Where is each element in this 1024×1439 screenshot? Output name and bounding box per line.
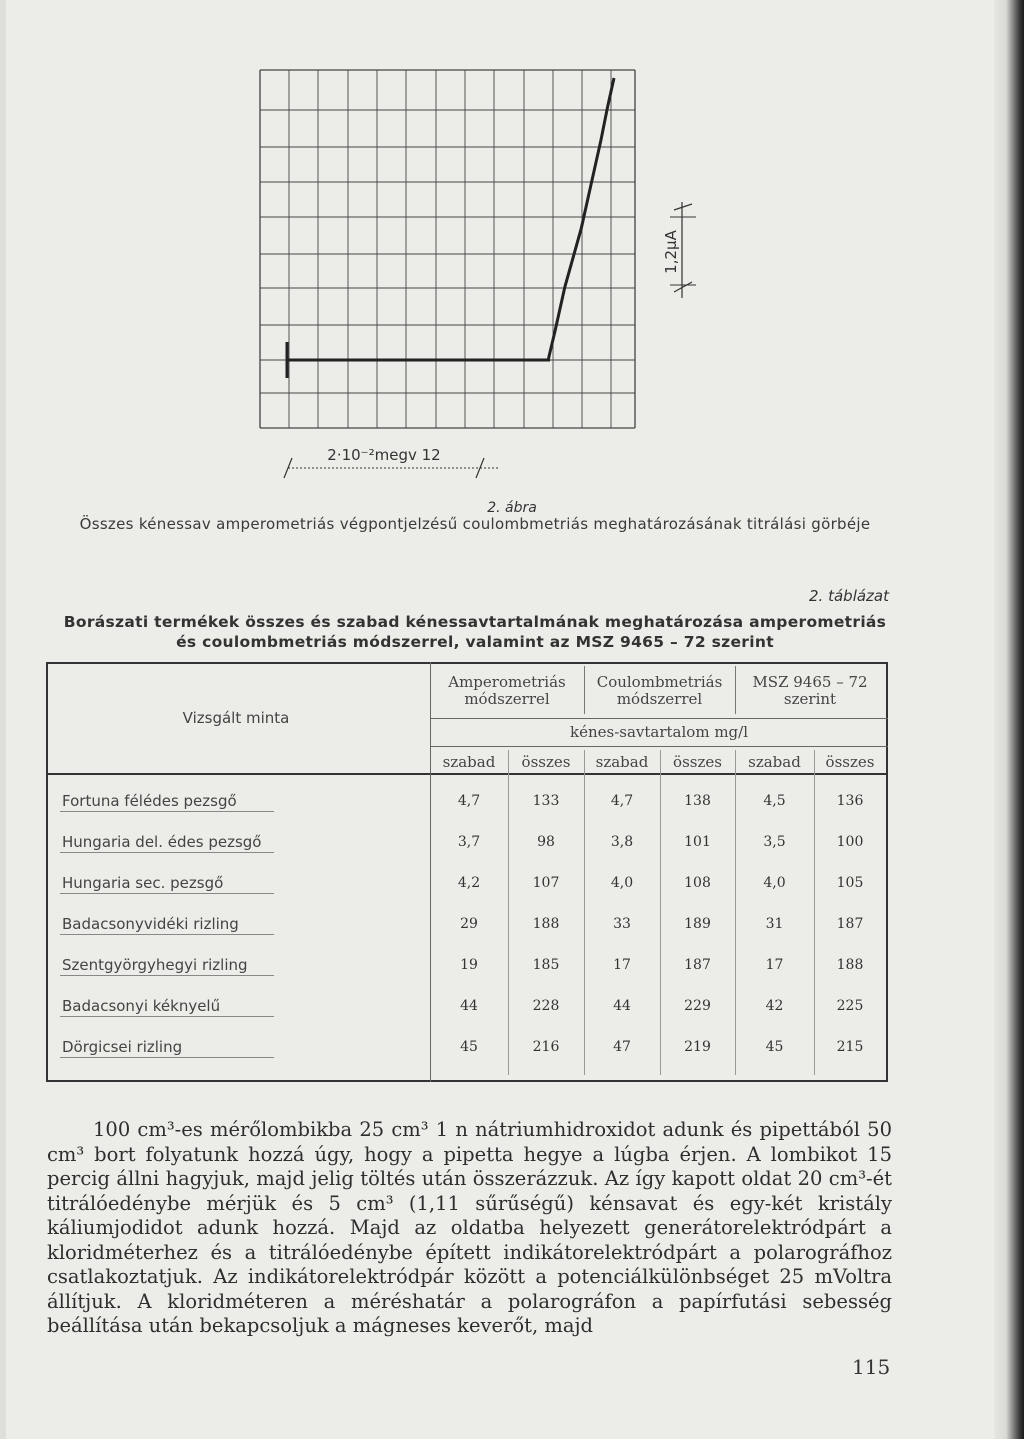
header-sample: Vizsgált minta	[182, 709, 290, 727]
table-cell: 108	[684, 875, 711, 891]
row-sample-name: Hungaria del. édes pezsgő	[62, 833, 262, 851]
titration-curve-chart	[240, 60, 720, 490]
results-table	[46, 662, 888, 1082]
table-cell: 225	[836, 998, 864, 1014]
table-cell: 219	[684, 1039, 711, 1055]
row-underline	[60, 1057, 274, 1058]
page-number: 115	[852, 1355, 891, 1379]
sub-header-5: összes	[825, 753, 875, 771]
x-scale-label: 2·10⁻²megv 12	[327, 446, 441, 464]
page-left-edge	[0, 0, 6, 1439]
table-cell: 105	[836, 875, 864, 891]
table-number: 2. táblázat	[809, 587, 889, 605]
table-cell: 4,0	[610, 875, 634, 891]
table-cell: 45	[765, 1039, 784, 1055]
table-group-rule	[430, 718, 888, 719]
table-cell: 4,7	[457, 793, 481, 809]
table-cell: 3,5	[763, 834, 786, 850]
row-sample-name: Badacsonyvidéki rizling	[62, 915, 239, 933]
chart-grid	[260, 70, 635, 428]
row-underline	[60, 852, 274, 853]
x-scale-marker	[284, 446, 498, 478]
row-underline	[60, 934, 274, 935]
table-cell: 228	[532, 998, 560, 1014]
titration-curve-line	[287, 78, 614, 360]
table-cell: 136	[836, 793, 864, 809]
table-cell: 31	[765, 916, 784, 932]
table-cell: 47	[613, 1039, 631, 1055]
table-cell: 188	[836, 957, 864, 973]
body-paragraph: 100 cm³-es mérőlombikba 25 cm³ 1 n nátriumhidroxidot adunk és pipettából 50 cm³ bort folyatunk hozzá úgy, hogy a pipetta hegye a lúgba érjen. A lombikot 15 percig állni hagyjuk, majd jelig töltés után összerázzuk. Az így kapott oldat 20 cm³-ét titrálóedénybe mérjük és 5 cm³ (1,11 sűrűségű) kénsavat és egy-két kristály káliumjodidot adunk hozzá. Majd az oldatba helyezett generátorelektródpárt a kloridméterhez és a titrálóedénybe épített indikátorelektródpárt a polarográfhoz csatlakoztatjuk. Az indikátorelektródpár között a potenciálkülönbséget 25 mVoltra állítjuk. A kloridméteren a méréshatár a polarográfon a papírfutási sebesség beállítása után bekapcsoljuk a mágneses keverőt, majd	[47, 1118, 892, 1337]
table-title-line-2: és coulombmetriás módszerrel, valamint az MSZ 9465 – 72 szerint	[176, 633, 774, 651]
chart-svg	[240, 60, 720, 490]
row-underline	[60, 811, 274, 812]
table-cell: 45	[460, 1039, 478, 1055]
row-sample-name: Szentgyörgyhegyi rizling	[62, 956, 248, 974]
figure-label: 2. ábra	[487, 500, 537, 516]
table-cell: 4,2	[457, 875, 481, 891]
table-cell: 189	[684, 916, 711, 932]
table-bottom-rule	[46, 1080, 888, 1082]
table-left-rule	[46, 662, 48, 1082]
table-cell: 3,8	[610, 834, 634, 850]
table-cell: 33	[613, 916, 631, 932]
table-cell: 185	[532, 957, 560, 973]
row-sample-name: Badacsonyi kéknyelű	[62, 997, 221, 1015]
page-binding-shadow	[994, 0, 1024, 1439]
table-cell: 229	[684, 998, 711, 1014]
sub-header-4: szabad	[748, 753, 801, 771]
header-coulombmetric: Coulombmetriás módszerrel	[596, 673, 723, 708]
table-cell: 138	[684, 793, 711, 809]
table-cell: 216	[532, 1039, 560, 1055]
sub-header-2: szabad	[595, 753, 649, 771]
table-header-rule	[46, 773, 888, 775]
table-cell: 100	[836, 834, 864, 850]
sub-header-1: összes	[521, 753, 571, 771]
row-underline	[60, 1016, 274, 1017]
table-cell: 188	[532, 916, 560, 932]
table-cell: 101	[684, 834, 711, 850]
table-cell: 187	[684, 957, 711, 973]
header-amperometric: Amperometriás módszerrel	[448, 673, 566, 708]
table-cell: 17	[765, 957, 784, 973]
table-cell: 42	[765, 998, 784, 1014]
table-top-rule	[46, 662, 888, 664]
table-cell: 44	[613, 998, 631, 1014]
table-cell: 19	[460, 957, 478, 973]
table-cell: 107	[532, 875, 560, 891]
sub-header-0: szabad	[442, 753, 496, 771]
table-title-line-1: Borászati termékek összes és szabad kénessavtartalmának meghatározása amperometriás	[63, 613, 887, 631]
header-unit: kénes-savtartalom mg/l	[570, 723, 748, 741]
table-cell: 4,7	[610, 793, 634, 809]
row-underline	[60, 975, 274, 976]
table-cell: 4,5	[763, 793, 786, 809]
sub-header-3: összes	[673, 753, 722, 771]
table-cell: 98	[537, 834, 555, 850]
y-scale-marker	[662, 202, 696, 298]
row-sample-name: Dörgicsei rizling	[62, 1038, 183, 1056]
y-scale-label: 1,2μA	[662, 230, 680, 274]
table-cell: 215	[836, 1039, 864, 1055]
body-text	[47, 1118, 892, 1339]
table-unit-rule	[430, 746, 888, 747]
row-sample-name: Hungaria sec. pezsgő	[62, 874, 224, 892]
table-cell: 133	[532, 793, 560, 809]
row-underline	[60, 893, 274, 894]
table-title	[45, 612, 905, 652]
header-msz: MSZ 9465 – 72 szerint	[752, 673, 868, 708]
table-cell: 44	[460, 998, 478, 1014]
figure-caption: Összes kénessav amperometriás végpontjelzésű coulombmetriás meghatározásának titrálási görbéje	[79, 515, 871, 533]
row-sample-name: Fortuna félédes pezsgő	[62, 792, 237, 810]
table-cell: 17	[613, 957, 631, 973]
table-cell: 29	[460, 916, 478, 932]
table-cell: 187	[836, 916, 864, 932]
table-cell: 3,7	[457, 834, 481, 850]
table-cell: 4,0	[763, 875, 786, 891]
